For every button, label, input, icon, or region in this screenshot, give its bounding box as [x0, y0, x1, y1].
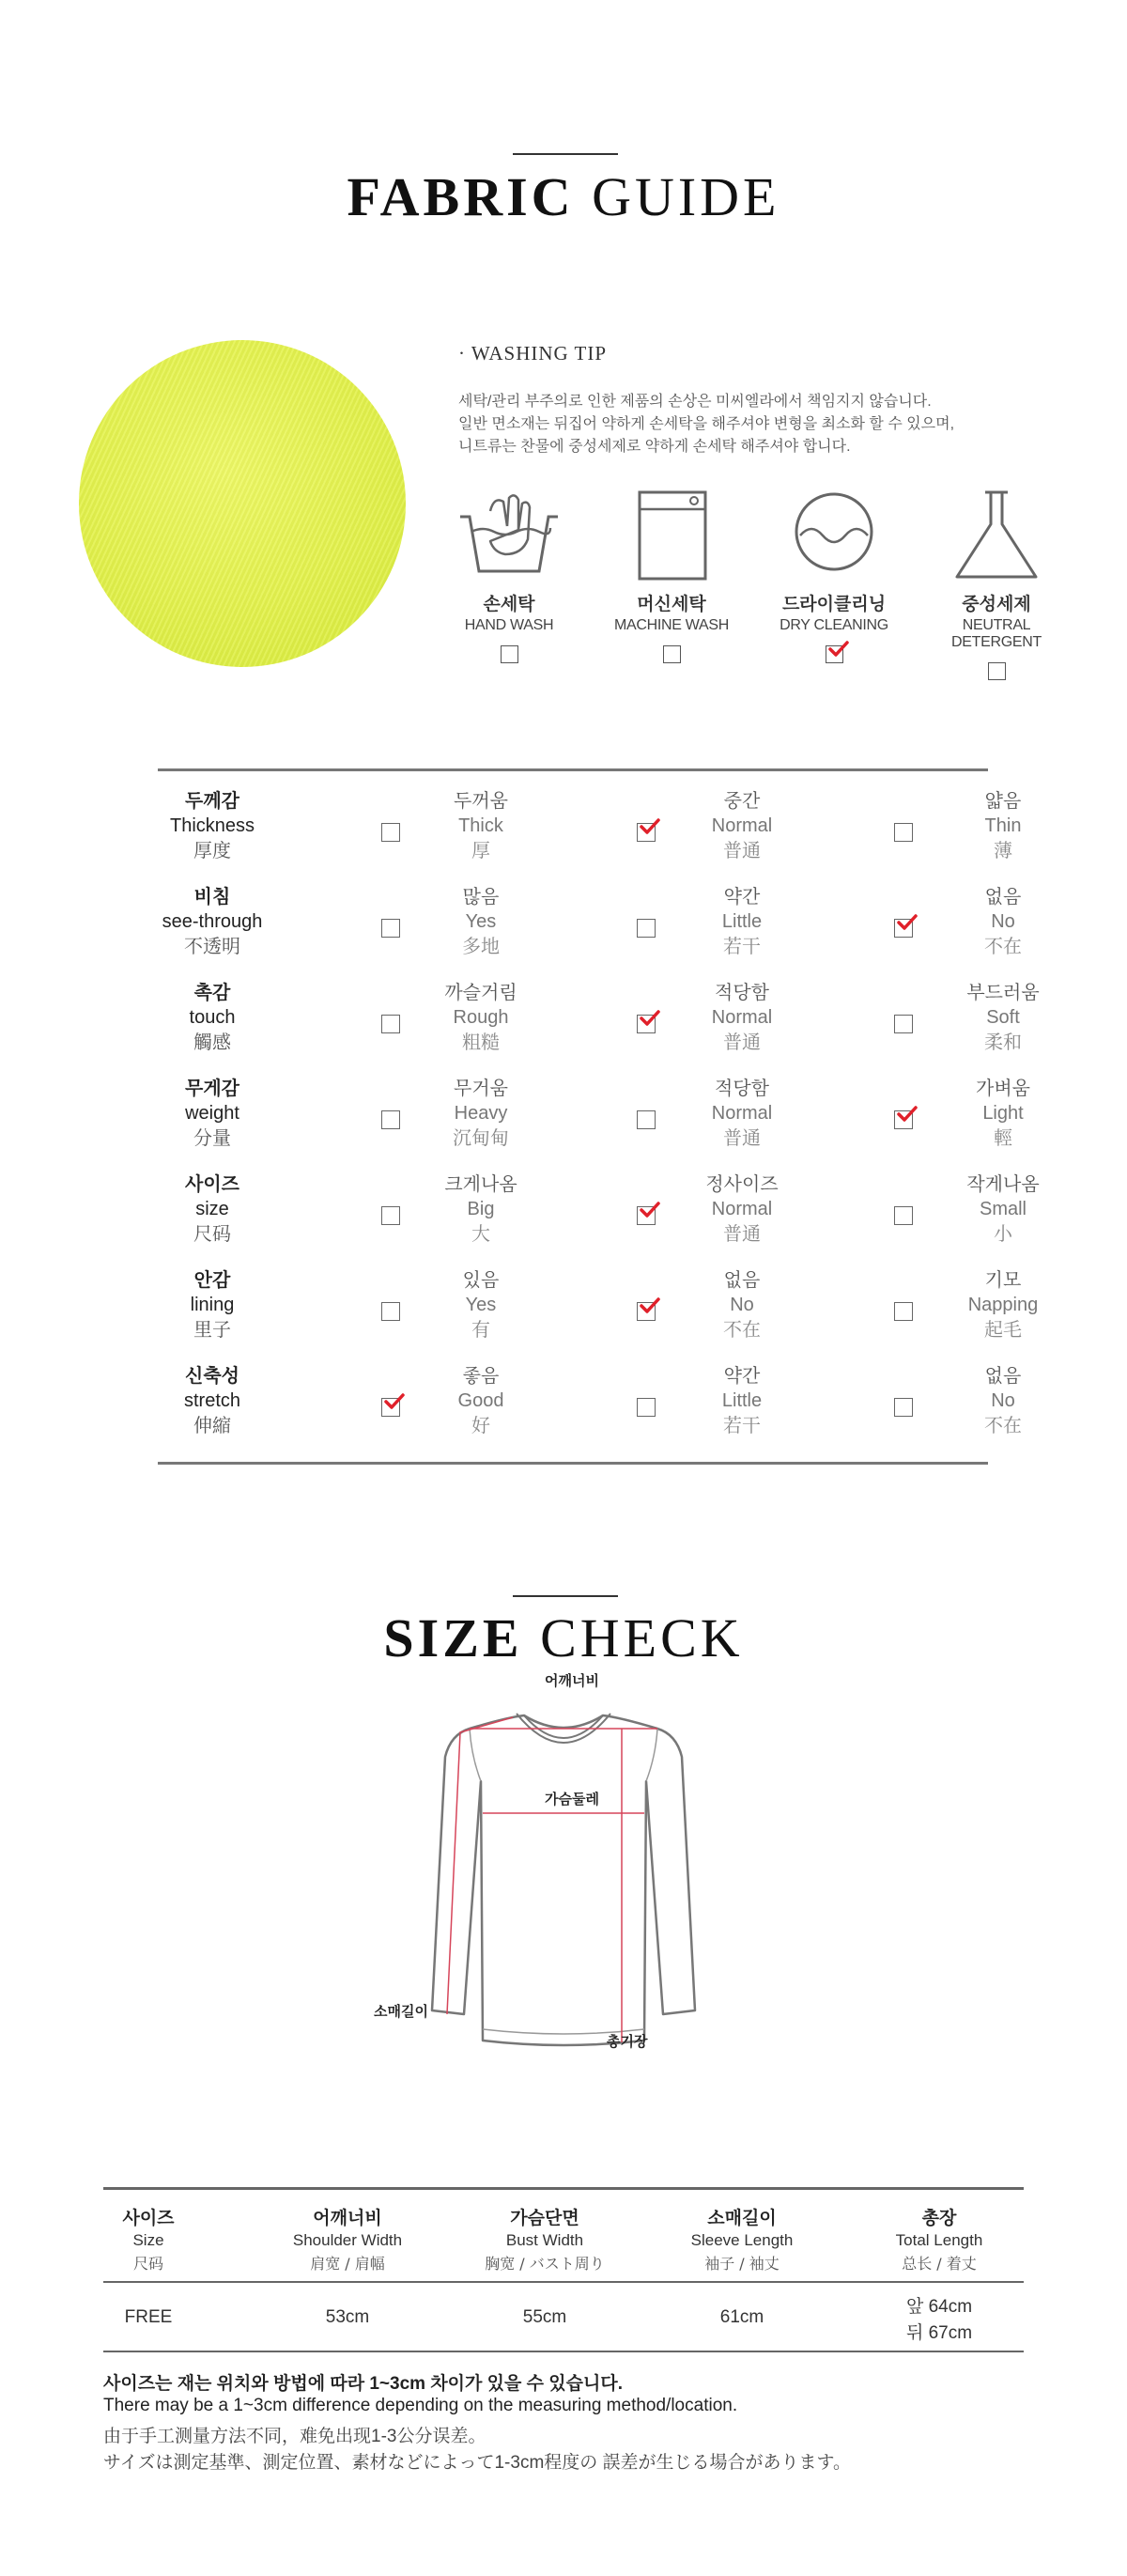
option-label-en: Thin — [984, 815, 1022, 836]
fabric-row — [158, 1077, 1030, 1161]
size-header-en: Total Length — [895, 2231, 983, 2249]
checkmark-icon — [640, 1202, 660, 1218]
row-label-en: size — [195, 1199, 229, 1219]
checkmark-icon — [897, 914, 918, 931]
fabric-row — [158, 789, 1022, 874]
option-label-cn: 粗糙 — [462, 1031, 500, 1053]
option-label-en: Light — [982, 1103, 1024, 1124]
fabric-guide-title-light: GUIDE — [592, 166, 780, 227]
option-checkbox[interactable] — [637, 1110, 656, 1129]
care-machine-wash — [592, 489, 751, 663]
option-checkbox[interactable] — [637, 919, 656, 938]
fabric-option — [415, 885, 547, 958]
fabric-row-label — [158, 1268, 267, 1342]
row-label-en: stretch — [183, 1390, 241, 1411]
row-label-ko: 촉감 — [193, 983, 231, 1003]
size-note-en: There may be a 1~3cm difference depending on the measuring method/location. — [103, 2396, 738, 2415]
size-check-title-bold: SIZE — [383, 1607, 523, 1668]
size-value-shoulder: 53cm — [325, 2307, 370, 2327]
size-header-ko: 소매길이 — [707, 2209, 777, 2228]
fabric-row-label — [158, 789, 267, 862]
fabric-option — [415, 1268, 547, 1342]
option-label-ko: 없음 — [984, 1366, 1022, 1387]
fabric-option — [676, 981, 808, 1054]
option-checkbox[interactable] — [637, 1206, 656, 1225]
fabric-row — [158, 885, 1022, 970]
fabric-option — [937, 1172, 1069, 1246]
option-label-ko: 얇음 — [984, 791, 1022, 812]
checkmark-icon — [897, 1106, 918, 1123]
row-label-en: touch — [189, 1007, 236, 1028]
option-checkbox[interactable] — [637, 823, 656, 842]
checkmark-icon — [384, 1393, 405, 1410]
care-label-ko: 드라이클리닝 — [781, 595, 887, 614]
row-label-ko: 사이즈 — [185, 1174, 239, 1195]
option-label-cn: 普通 — [723, 1031, 761, 1053]
size-value-size: FREE — [124, 2307, 173, 2327]
size-header-cn: 总长 / 着丈 — [902, 2255, 977, 2273]
option-label-ko: 크게나옴 — [444, 1174, 517, 1195]
option-label-en: Good — [457, 1390, 504, 1411]
size-header-ko: 가슴단면 — [510, 2209, 579, 2228]
fabric-guide-rule — [513, 153, 618, 155]
care-label-en: MACHINE WASH — [613, 617, 730, 633]
option-label-cn: 輕 — [994, 1126, 1012, 1149]
fabric-row — [158, 1268, 1039, 1353]
size-diagram — [374, 1673, 723, 2057]
option-label-en: Normal — [711, 1007, 773, 1028]
size-value-sleeve: 61cm — [719, 2307, 764, 2327]
size-value-length-back: 뒤 67cm — [905, 2323, 973, 2343]
option-label-ko: 적당함 — [715, 983, 769, 1003]
diagram-label-bust: 가슴둘레 — [545, 1792, 599, 1808]
option-label-ko: 없음 — [723, 1270, 761, 1291]
fabric-option — [415, 1077, 547, 1150]
option-label-ko: 정사이즈 — [705, 1174, 779, 1195]
option-label-ko: 기모 — [984, 1270, 1022, 1291]
option-label-en: Soft — [986, 1007, 1020, 1028]
size-header-cn: 胸宽 / バスト周り — [485, 2255, 605, 2273]
size-header-col — [263, 2204, 432, 2273]
size-check-title-light: CHECK — [540, 1607, 744, 1668]
option-label-en: Big — [467, 1199, 495, 1219]
row-label-ko: 안감 — [193, 1270, 231, 1291]
option-checkbox[interactable] — [894, 823, 913, 842]
option-label-cn: 普通 — [723, 839, 761, 861]
option-label-cn: 若干 — [723, 935, 761, 957]
option-label-cn: 好 — [471, 1414, 490, 1436]
size-value-length-front: 앞 64cm — [905, 2297, 973, 2317]
care-label-ko: 손세탁 — [483, 595, 535, 614]
option-checkbox[interactable] — [381, 1110, 400, 1129]
fabric-option — [937, 789, 1069, 862]
row-label-cn: 分量 — [193, 1126, 231, 1149]
diagram-label-shoulder: 어깨너비 — [545, 1673, 599, 1689]
washing-desc-line: 세탁/관리 부주의로 인한 제품의 손상은 미씨엘라에서 책임지지 않습니다. — [458, 394, 932, 410]
size-header-ko: 사이즈 — [122, 2209, 175, 2228]
option-checkbox[interactable] — [894, 1110, 913, 1129]
option-checkbox[interactable] — [381, 1015, 400, 1033]
size-note-ko: 사이즈는 재는 위치와 방법에 따라 1~3cm 차이가 있을 수 있습니다. — [103, 2374, 623, 2394]
option-checkbox[interactable] — [637, 1302, 656, 1321]
care-neutral-detergent — [917, 489, 1076, 680]
washing-desc-line: 일반 면소재는 뒤집어 약하게 손세탁을 해주셔야 변형을 최소화 할 수 있으며, — [458, 416, 955, 432]
option-label-ko: 좋음 — [462, 1366, 500, 1387]
option-label-ko: 까슬거림 — [444, 983, 517, 1003]
option-label-cn: 普通 — [723, 1126, 761, 1149]
option-checkbox[interactable] — [381, 1206, 400, 1225]
size-header-cn: 尺码 — [132, 2255, 163, 2273]
washing-description — [458, 391, 1059, 458]
option-checkbox[interactable] — [637, 1015, 656, 1033]
fabric-row-label — [158, 885, 267, 958]
fabric-swatch-image — [79, 340, 406, 667]
option-label-cn: 起毛 — [984, 1318, 1022, 1341]
option-label-cn: 普通 — [723, 1222, 761, 1245]
size-header-ko: 어깨너비 — [313, 2209, 382, 2228]
washing-desc-line: 니트류는 찬물에 중성세제로 약하게 손세탁 해주셔야 합니다. — [458, 439, 851, 455]
option-label-en: Thick — [458, 815, 503, 836]
option-label-ko: 중간 — [723, 791, 761, 812]
care-checkbox-dry-cleaning[interactable] — [826, 645, 843, 663]
option-label-ko: 두꺼움 — [454, 791, 508, 812]
size-table-divider — [103, 2281, 1024, 2283]
option-label-ko: 많음 — [462, 887, 500, 908]
care-checkbox-hand-wash[interactable] — [501, 645, 518, 663]
option-checkbox[interactable] — [381, 1302, 400, 1321]
option-checkbox[interactable] — [381, 823, 400, 842]
fabric-guide-title — [0, 165, 1127, 228]
size-header-en: Sleeve Length — [690, 2231, 794, 2249]
row-label-en: see-through — [162, 911, 263, 932]
fabric-row — [158, 1172, 1040, 1257]
row-label-ko: 무게감 — [185, 1079, 239, 1099]
option-label-en: Normal — [711, 1199, 773, 1219]
option-label-en: No — [991, 1390, 1015, 1411]
option-label-ko: 약간 — [723, 1366, 761, 1387]
fabric-table-top-border — [158, 768, 988, 771]
washing-tip-title: · WASHING TIP — [458, 342, 608, 365]
option-label-ko: 약간 — [723, 887, 761, 908]
option-label-en: Yes — [465, 1295, 497, 1315]
option-checkbox[interactable] — [381, 919, 400, 938]
fabric-option — [676, 1077, 808, 1150]
diagram-label-sleeve: 소매길이 — [374, 2004, 428, 2020]
row-label-cn: 不透明 — [184, 935, 240, 957]
flask-icon — [940, 489, 1053, 582]
care-label-ko: 중성세제 — [962, 595, 1031, 614]
size-header-cn: 袖子 / 袖丈 — [704, 2255, 780, 2273]
diagram-label-length: 총기장 — [607, 2034, 648, 2050]
dry-cleaning-icon — [778, 489, 890, 582]
fabric-option — [415, 1172, 547, 1246]
option-label-ko: 부드러움 — [966, 983, 1040, 1003]
washing-machine-icon — [615, 489, 728, 582]
option-checkbox[interactable] — [894, 1302, 913, 1321]
option-checkbox[interactable] — [381, 1398, 400, 1417]
fabric-option — [937, 981, 1069, 1054]
fabric-option — [415, 981, 547, 1054]
row-label-ko: 두께감 — [185, 791, 239, 812]
fabric-option — [676, 1172, 808, 1246]
size-header-en: Size — [132, 2231, 164, 2249]
care-dry-cleaning — [754, 489, 914, 663]
checkmark-icon — [828, 641, 849, 658]
option-label-ko: 적당함 — [715, 1079, 769, 1099]
option-label-en: Yes — [465, 911, 497, 932]
option-label-cn: 大 — [471, 1222, 490, 1245]
size-check-rule — [513, 1595, 618, 1597]
fabric-option — [676, 885, 808, 958]
size-note-jp: サイズは測定基準、測定位置、素材などによって1-3cm程度の 誤差が生じる場合があります。 — [103, 2453, 852, 2473]
size-header-col — [460, 2204, 629, 2273]
size-header-col — [92, 2204, 205, 2273]
size-header-col — [657, 2204, 826, 2273]
fabric-row — [158, 981, 1040, 1065]
option-label-cn: 不在 — [984, 935, 1022, 957]
option-label-cn: 不在 — [723, 1318, 761, 1341]
care-hand-wash — [429, 489, 589, 663]
row-label-cn: 厚度 — [193, 839, 231, 861]
fabric-option — [415, 1364, 547, 1437]
option-label-cn: 多地 — [462, 935, 500, 957]
row-label-en: Thickness — [169, 815, 255, 836]
size-header-ko: 총장 — [921, 2209, 957, 2228]
option-label-en: Small — [979, 1199, 1027, 1219]
option-label-en: Little — [721, 1390, 763, 1411]
fabric-table-bottom-border — [158, 1462, 988, 1465]
checkmark-icon — [640, 818, 660, 835]
option-checkbox[interactable] — [894, 919, 913, 938]
care-checkbox-machine-wash[interactable] — [663, 645, 681, 663]
fabric-row-label — [158, 981, 267, 1054]
fabric-guide-title-bold: FABRIC — [347, 166, 575, 227]
option-label-cn: 沉甸甸 — [453, 1126, 509, 1149]
option-label-en: No — [730, 1295, 754, 1315]
care-label-en: HAND WASH — [464, 617, 554, 633]
size-header-en: Bust Width — [505, 2231, 584, 2249]
size-check-title — [0, 1606, 1127, 1669]
fabric-option — [937, 885, 1069, 958]
fabric-option — [937, 1364, 1069, 1437]
option-label-ko: 작게나옴 — [966, 1174, 1040, 1195]
option-label-ko: 무거움 — [454, 1079, 508, 1099]
fabric-option — [937, 1077, 1069, 1150]
option-label-ko: 있음 — [462, 1270, 500, 1291]
option-label-cn: 厚 — [471, 839, 490, 861]
option-label-en: Normal — [711, 815, 773, 836]
size-header-col — [855, 2204, 1024, 2273]
size-header-cn: 肩宽 / 肩幅 — [310, 2255, 385, 2273]
option-label-en: No — [991, 911, 1015, 932]
sweatshirt-diagram-icon — [404, 1691, 723, 2057]
option-label-en: Heavy — [454, 1103, 508, 1124]
fabric-row — [158, 1364, 1022, 1449]
fabric-option — [676, 789, 808, 862]
row-label-ko: 신축성 — [185, 1366, 239, 1387]
option-label-cn: 薄 — [994, 839, 1012, 861]
option-label-en: Little — [721, 911, 763, 932]
hand-wash-icon — [453, 489, 565, 582]
size-table-bottom-border — [103, 2351, 1024, 2352]
row-label-cn: 觸感 — [193, 1031, 231, 1053]
option-label-cn: 有 — [471, 1318, 490, 1341]
option-checkbox[interactable] — [637, 1398, 656, 1417]
option-label-en: Rough — [453, 1007, 509, 1028]
option-checkbox[interactable] — [894, 1398, 913, 1417]
option-label-cn: 若干 — [723, 1414, 761, 1436]
row-label-en: lining — [190, 1295, 235, 1315]
fabric-option — [676, 1268, 808, 1342]
fabric-option — [676, 1364, 808, 1437]
option-label-ko: 가벼움 — [976, 1079, 1030, 1099]
fabric-option — [415, 789, 547, 862]
row-label-cn: 里子 — [193, 1318, 231, 1341]
fabric-option — [937, 1268, 1069, 1342]
fabric-row-label — [158, 1364, 267, 1437]
option-label-en: Normal — [711, 1103, 773, 1124]
row-label-ko: 비침 — [193, 887, 231, 908]
option-label-ko: 없음 — [984, 887, 1022, 908]
size-header-en: Shoulder Width — [292, 2231, 403, 2249]
option-label-cn: 小 — [994, 1222, 1012, 1245]
care-label-en: DRY CLEANING — [780, 617, 888, 633]
option-checkbox[interactable] — [894, 1015, 913, 1033]
row-label-en: weight — [185, 1103, 239, 1124]
fabric-row-label — [158, 1077, 267, 1150]
size-note-cn: 由于手工测量方法不同，难免出现1-3公分误差。 — [103, 2427, 486, 2446]
option-label-cn: 柔和 — [984, 1031, 1022, 1053]
fabric-row-label — [158, 1172, 267, 1246]
size-value-bust: 55cm — [522, 2307, 567, 2327]
care-label-ko: 머신세탁 — [637, 595, 706, 614]
size-table-top-border — [103, 2187, 1024, 2190]
row-label-cn: 伸縮 — [193, 1414, 231, 1436]
option-checkbox[interactable] — [894, 1206, 913, 1225]
option-label-cn: 不在 — [984, 1414, 1022, 1436]
checkmark-icon — [640, 1010, 660, 1027]
row-label-cn: 尺码 — [193, 1222, 231, 1245]
care-label-en: NEUTRAL DETERGENT — [951, 617, 1042, 650]
checkmark-icon — [640, 1297, 660, 1314]
option-label-en: Napping — [967, 1295, 1039, 1315]
care-checkbox-neutral-detergent[interactable] — [988, 662, 1006, 680]
